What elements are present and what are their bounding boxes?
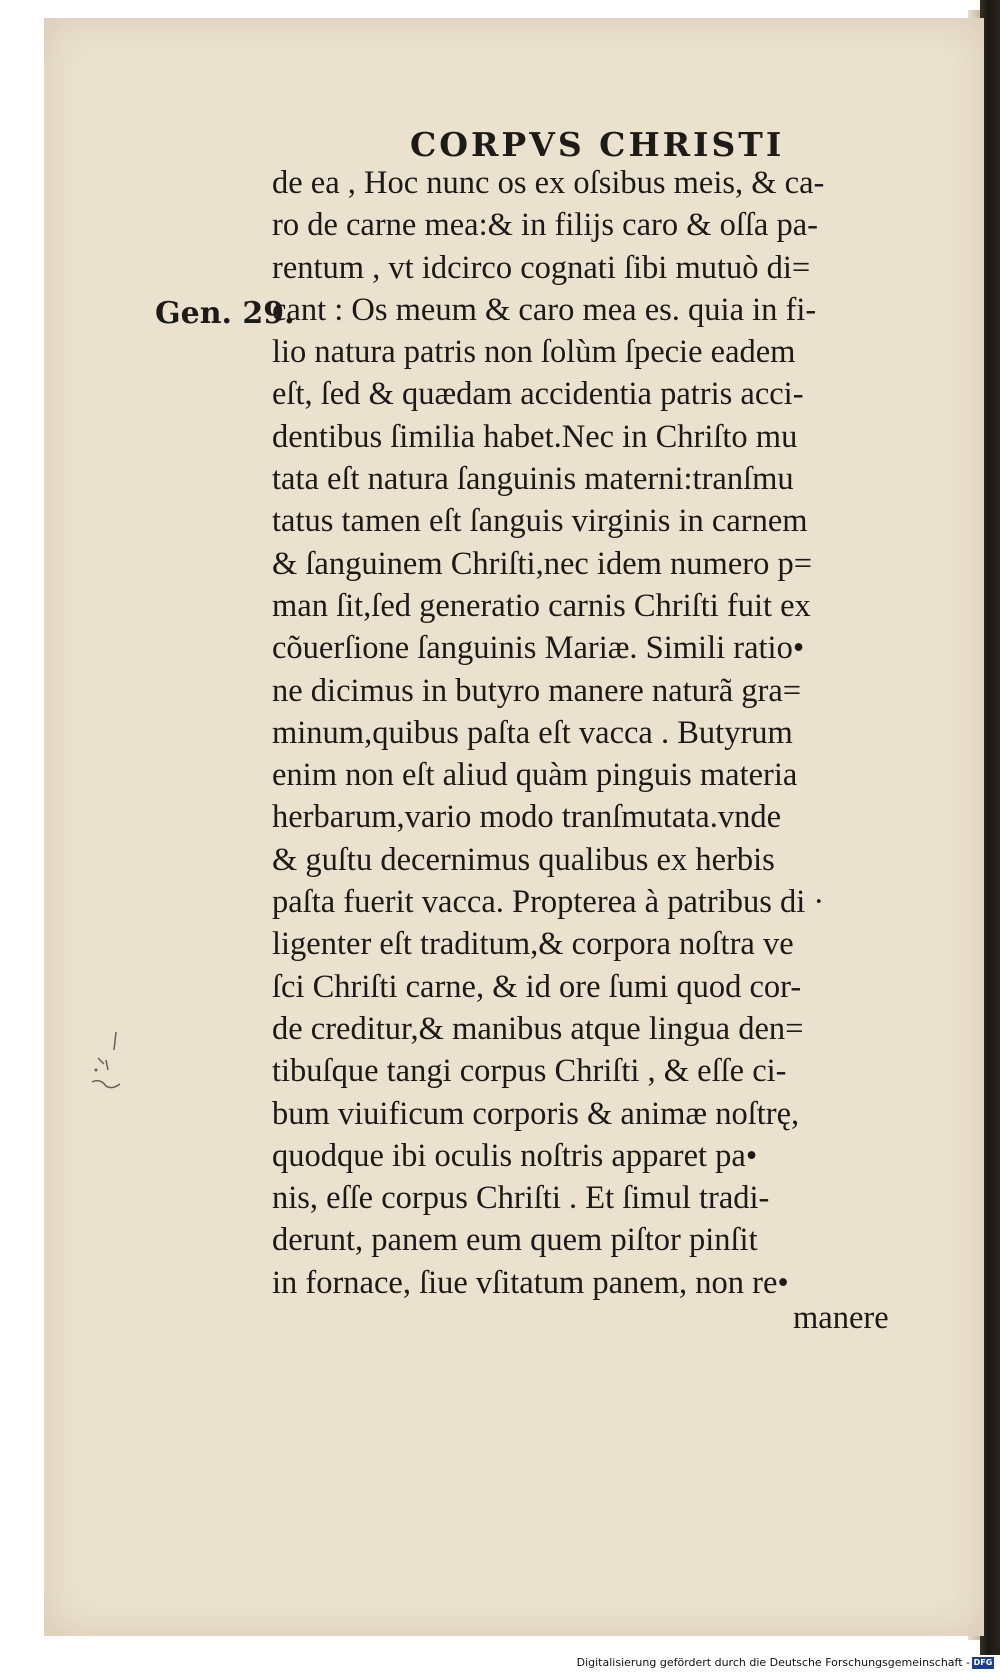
text-line: nis, eſſe corpus Chriſti . Et ſimul tradi- — [272, 1180, 770, 1217]
text-line: tibuſque tangi corpus Chriſti , & eſſe ci- — [272, 1053, 787, 1090]
text-line: & guſtu decernimus qualibus ex herbis — [272, 841, 775, 878]
catchword: manere — [793, 1300, 889, 1336]
text-line: dentibus ſimilia habet.Nec in Chriſto mu — [272, 418, 798, 455]
funding-credit: Digitalisierung gefördert durch die Deutsche Forschungsgemeinschaft - — [576, 1656, 970, 1669]
dfg-logo: DFG — [973, 1658, 993, 1667]
ink-specks-icon — [86, 1030, 136, 1100]
text-line: ro de carne mea:& in filijs caro & oſſa pa- — [272, 207, 818, 244]
margin-ink-marks — [86, 1030, 136, 1103]
text-line: de ea , Hoc nunc os ex oſsibus meis, & ca- — [272, 165, 825, 201]
text-line: cant : Os meum & caro mea es. quia in fi- — [272, 291, 817, 328]
text-line: herbarum,vario modo tranſmutata.vnde — [272, 799, 782, 836]
text-line: quodque ibi oculis noſtris apparet pa• — [272, 1137, 758, 1174]
body-text — [272, 162, 912, 1304]
text-line: & ſanguinem Chriſti,nec idem numero p= — [272, 545, 813, 582]
text-line: derunt, panem eum quem piſtor pinſit — [272, 1222, 758, 1259]
text-line: ſci Chriſti carne, & id ore ſumi quod cor- — [272, 968, 802, 1005]
running-head: CORPVS CHRISTI — [410, 125, 785, 164]
text-line: enim non eſt aliud quàm pinguis materia — [272, 757, 798, 794]
text-line: rentum , vt idcirco cognati ſibi mutuò di= — [272, 249, 811, 286]
text-line: tatus tamen eſt ſanguis virginis in carnem — [272, 503, 808, 540]
text-line: ne dicimus in butyro manere naturã gra= — [272, 672, 802, 709]
text-line: cõuerſione ſanguinis Mariæ. Simili ratio• — [272, 630, 805, 667]
text-line: lio natura patris non ſolùm ſpecie eadem — [272, 334, 796, 371]
text-line: tata eſt natura ſanguinis materni:tranſmu — [272, 461, 794, 498]
margin-note-reference: Gen. 29. — [155, 296, 295, 331]
text-line: bum viuificum corporis & animæ noſtrę, — [272, 1095, 800, 1132]
text-line: ligenter eſt traditum,& corpora noſtra ve — [272, 926, 794, 963]
text-line: minum,quibus paſta eſt vacca . Butyrum — [272, 714, 793, 751]
text-line: paſta fuerit vacca. Propterea à patribus di · — [272, 884, 825, 921]
text-line: man ſit,ſed generatio carnis Chriſti fuit ex — [272, 587, 811, 624]
text-line: eſt, ſed & quædam accidentia patris acci- — [272, 376, 804, 413]
text-line: in fornace, ſiue vſitatum panem, non re• — [272, 1264, 789, 1301]
text-line: de creditur,& manibus atque lingua den= — [272, 1010, 804, 1047]
